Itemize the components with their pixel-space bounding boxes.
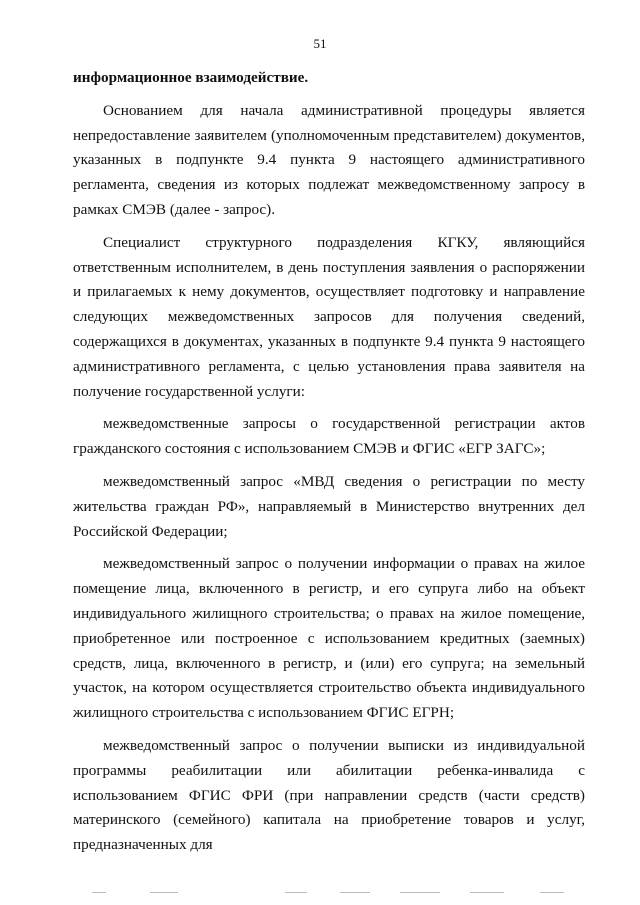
scan-artifact (400, 892, 440, 893)
scan-artifact (470, 892, 504, 893)
paragraph-egrn-request: межведомственный запрос о получении информации о правах на жилое помещение лица, включенного в регистр, и его супруга либо на объект индивидуального жилищного строительства; о правах на жилое помещение, приобретенное или построенное с использованием кредитных (заемных) средств, лица, включенного в регистр, и (или) его супруга; на земельный участок, на котором осуществляется строительство объекта индивидуального жилищного строительства с использованием ФГИС ЕГРН; (73, 555, 585, 722)
paragraph-specialist: Специалист структурного подразделения КГКУ, являющийся ответственным исполнителем, в день поступления заявления о распоряжении и прилагаемых к нему документов, осуществляет подготовку и направление следующих межведомственных запросов для получения сведений, содержащихся в документах, указанных в подпункте 9.4 пункта 9 настоящего административного регламента, с целью установления права заявителя на получение государственной услуги: (73, 233, 585, 400)
paragraph-mvd-request: межведомственный запрос «МВД сведения о регистрации по месту жительства граждан РФ», направляемый в Министерство внутренних дел Российской Федерации; (73, 472, 585, 540)
paragraph-fri-request: межведомственный запрос о получении выписки из индивидуальной программы реабилитации или абилитации ребенка-инвалида с использованием ФГИС ФРИ (при направлении средств (части средств) материнского (семейного) капитала на приобретение товаров и услуг, предназначенных для (73, 736, 585, 854)
scan-artifact (150, 892, 178, 893)
page-number: 51 (313, 36, 327, 51)
scan-artifact (285, 892, 307, 893)
scan-artifact (92, 892, 106, 893)
paragraph-zags-request: межведомственные запросы о государственной регистрации актов гражданского состояния с использованием СМЭВ и ФГИС «ЕГР ЗАГС»; (73, 415, 585, 458)
scan-artifact (540, 892, 564, 893)
document-body (73, 66, 585, 858)
paragraph-basis: Основанием для начала административной процедуры является непредоставление заявителем (уполномоченным представителем) документов, указанных в подпункте 9.4 пункта 9 настоящего административного регламента, сведения из которых подлежат межведомственному запросу в рамках СМЭВ (далее - запрос). (73, 101, 585, 218)
section-heading: информационное взаимодействие. (73, 69, 309, 86)
scan-artifact (340, 892, 370, 893)
